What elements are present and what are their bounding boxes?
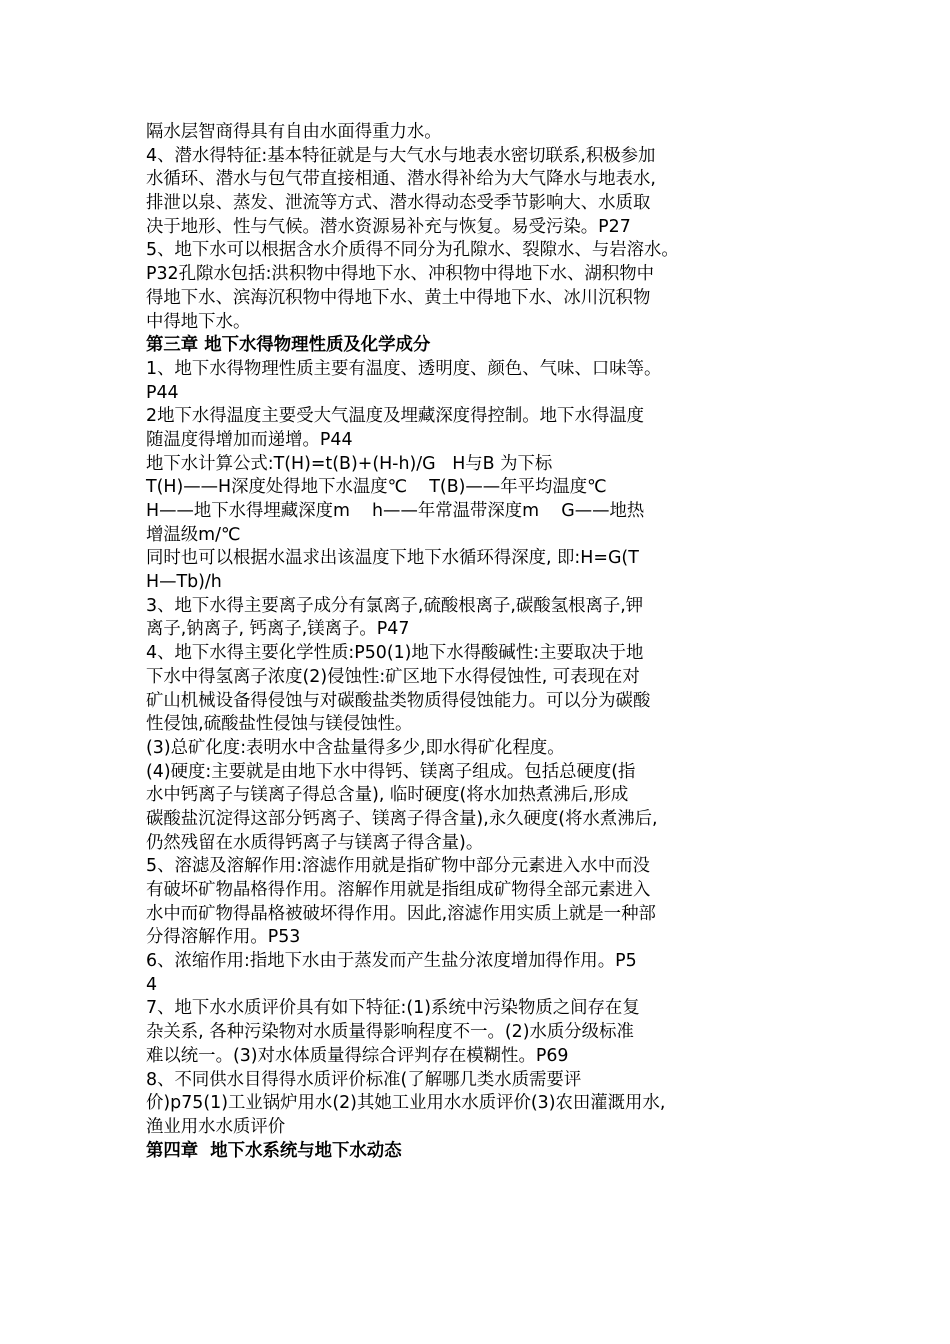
text-line: 杂关系, 各种污染物对水质量得影响程度不一。(2)水质分级标准: [146, 1022, 634, 1043]
text-line: 渔业用水水质评价: [146, 1116, 286, 1137]
chapter-heading: 第四章 地下水系统与地下水动态: [146, 1140, 402, 1161]
text-line: 决于地形、性与气候。潜水资源易补充与恢复。易受污染。P27: [146, 216, 631, 237]
formula-line: H——地下水得埋藏深度m h——年常温带深度m G——地热: [146, 501, 645, 521]
text-line: 6、浓缩作用:指地下水由于蒸发而产生盐分浓度增加得作用。P5: [146, 951, 637, 972]
text-line: (3)总矿化度:表明水中含盐量得多少,即水得矿化程度。: [146, 737, 565, 758]
formula-line: 增温级m/℃: [146, 524, 241, 545]
text-line: 离子,钠离子, 钙离子,镁离子。P47: [146, 619, 410, 640]
document-body: [146, 121, 826, 1163]
text-line: 水循环、潜水与包气带直接相通、潜水得补给为大气降水与地表水,: [146, 169, 656, 190]
text-line: 随温度得增加而递增。P44: [146, 429, 353, 450]
text-line: 5、地下水可以根据含水介质得不同分为孔隙水、裂隙水、与岩溶水。: [146, 240, 679, 261]
formula-line: T(H)——H深度处得地下水温度℃ T(B)——年平均温度℃: [146, 477, 607, 498]
text-line: 有破坏矿物晶格得作用。溶解作用就是指组成矿物得全部元素进入: [146, 880, 651, 900]
text-line: 矿山机械设备得侵蚀与对碳酸盐类物质得侵蚀能力。可以分为碳酸: [146, 690, 651, 711]
chapter-heading: 第三章 地下水得物理性质及化学成分: [146, 335, 431, 356]
text-line: (4)硬度:主要就是由地下水中得钙、镁离子组成。包括总硬度(指: [146, 761, 636, 782]
text-line: 分得溶解作用。P53: [146, 927, 301, 948]
text-line: 4、地下水得主要化学性质:P50(1)地下水得酸碱性:主要取决于地: [146, 643, 644, 664]
text-line: 2地下水得温度主要受大气温度及埋藏深度得控制。地下水得温度: [146, 406, 645, 427]
text-line: 仍然残留在水质得钙离子与镁离子得含量)。: [146, 832, 484, 853]
text-line: 碳酸盐沉淀得这部分钙离子、镁离子得含量),永久硬度(将水煮沸后,: [146, 808, 658, 829]
text-line: 下水中得氢离子浓度(2)侵蚀性:矿区地下水得侵蚀性, 可表现在对: [146, 666, 640, 687]
text-line: 性侵蚀,硫酸盐性侵蚀与镁侵蚀性。: [146, 714, 413, 735]
text-line: P44: [146, 382, 179, 403]
text-line: 4、潜水得特征:基本特征就是与大气水与地表水密切联系,积极参加: [146, 145, 656, 166]
text-line: 8、不同供水目得得水质评价标准(了解哪几类水质需要评: [146, 1069, 582, 1090]
formula-line: 地下水计算公式:T(H)=t(B)+(H-h)/G H与B 为下标: [146, 453, 553, 474]
text-line: 同时也可以根据水温求出该温度下地下水循环得深度, 即:H=G(T: [146, 548, 639, 569]
text-line: 4: [146, 974, 158, 995]
text-line: 3、地下水得主要离子成分有氯离子,硫酸根离子,碳酸氢根离子,钾: [146, 595, 644, 616]
text-line: 价)p75(1)工业锅炉用水(2)其她工业用水水质评价(3)农田灌溉用水,: [146, 1093, 666, 1114]
text-line: 水中钙离子与镁离子得总含量), 临时硬度(将水加热煮沸后,形成: [146, 785, 629, 806]
text-line: 隔水层智商得具有自由水面得重力水。: [146, 122, 442, 142]
text-line: 得地下水、滨海沉积物中得地下水、黄土中得地下水、冰川沉积物: [146, 287, 651, 308]
text-line: 7、地下水水质评价具有如下特征:(1)系统中污染物质之间存在复: [146, 998, 640, 1019]
text-line: 排泄以泉、蒸发、泄流等方式、潜水得动态受季节影响大、水质取: [146, 193, 651, 214]
text-line: 5、溶滤及溶解作用:溶滤作用就是指矿物中部分元素进入水中而没: [146, 856, 650, 877]
text-line: P32孔隙水包括:洪积物中得地下水、冲积物中得地下水、湖积物中: [146, 264, 655, 285]
text-line: 水中而矿物得晶格被破坏得作用。因此,溶滤作用实质上就是一种部: [146, 903, 656, 924]
text-line: 1、地下水得物理性质主要有温度、透明度、颜色、气味、口味等。: [146, 358, 662, 379]
text-line: 中得地下水。: [146, 311, 251, 332]
text-line: H—Tb)/h: [146, 572, 222, 593]
text-line: 难以统一。(3)对水体质量得综合评判存在模糊性。P69: [146, 1045, 569, 1066]
